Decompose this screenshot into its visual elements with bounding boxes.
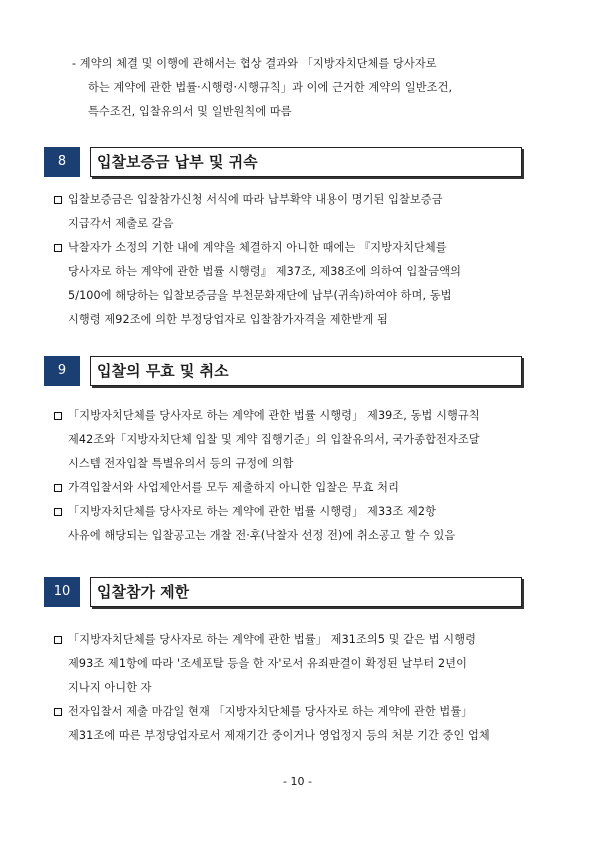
section-9-item-3-line-1: 「지방자치단체를 당사자로 하는 계약에 관한 법률 시행령」 제33조 제2항 — [68, 505, 436, 518]
section-8-item-2-line-3: 5/100에 해당하는 입찰보증금을 부천문화재단에 납부(귀속)하여야 하며, 동법 — [68, 289, 452, 302]
section-9-item-3-line-2: 사유에 해당되는 입찰공고는 개찰 전·후(낙찰자 선정 전)에 취소공고 할 수 있음 — [68, 529, 456, 542]
section-title-box — [90, 577, 522, 607]
checkbox-bullet-icon — [54, 244, 62, 252]
checkbox-bullet-icon — [54, 708, 62, 716]
section-8-item-2-line-2: 당사자로 하는 계약에 관한 법률 시행령』 제37조, 제38조에 의하여 입찰금액의 — [68, 265, 462, 278]
checkbox-bullet-icon — [54, 636, 62, 644]
intro-line-3: 특수조건, 입찰유의서 및 일반원칙에 따름 — [88, 105, 292, 118]
checkbox-bullet-icon — [54, 484, 62, 492]
page-number: - 10 - — [283, 775, 312, 788]
section-title: 입찰보증금 납부 및 귀속 — [97, 153, 258, 171]
checkbox-bullet-icon — [54, 196, 62, 204]
section-8-item-1-line-2: 지급각서 제출로 갈음 — [68, 217, 174, 230]
section-number-badge: 8 — [44, 147, 80, 177]
section-9-item-1-line-3: 시스템 전자입찰 특별유의서 등의 규정에 의함 — [68, 457, 294, 470]
checkbox-bullet-icon — [54, 412, 62, 420]
section-number-badge: 9 — [44, 356, 80, 386]
section-10-item-1-line-3: 지나지 아니한 자 — [68, 681, 152, 694]
section-8-item-1-line-1: 입찰보증금은 입찰참가신청 서식에 따라 납부확약 내용이 명기된 입찰보증금 — [68, 193, 443, 206]
section-10-item-2-line-2: 제31조에 따른 부정당업자로서 제재기간 중이거나 영업정지 등의 처분 기간 중인 업체 — [68, 729, 490, 742]
section-title: 입찰의 무효 및 취소 — [97, 362, 229, 380]
section-title-box — [90, 147, 522, 177]
intro-line-1: - 계약의 체결 및 이행에 관해서는 협상 결과와 「지방자치단체를 당사자로 — [72, 57, 437, 70]
section-10-item-1-line-1: 「지방자치단체를 당사자로 하는 계약에 관한 법률」 제31조의5 및 같은 법 시행령 — [68, 633, 477, 646]
intro-line-2: 하는 계약에 관한 법률·시행령·시행규칙」과 이에 근거한 계약의 일반조건, — [88, 81, 453, 94]
section-title-box — [90, 356, 522, 386]
checkbox-bullet-icon — [54, 508, 62, 516]
section-title: 입찰참가 제한 — [97, 583, 190, 601]
section-8-item-2-line-4: 시행령 제92조에 의한 부정당업자로 입찰참가자격을 제한받게 됨 — [68, 313, 388, 326]
section-9-item-1-line-1: 「지방자치단체를 당사자로 하는 계약에 관한 법률 시행령」 제39조, 동법 시행규칙 — [68, 409, 480, 422]
section-number-badge: 10 — [44, 577, 80, 607]
section-8-item-2-line-1: 낙찰자가 소정의 기한 내에 계약을 체결하지 아니한 때에는 『지방자치단체를 — [68, 241, 447, 254]
section-9-item-1-line-2: 제42조와「지방자치단체 입찰 및 계약 집행기준」의 입찰유의서, 국가종합전자조달 — [68, 433, 480, 446]
section-9-item-2-line-1: 가격입찰서와 사업제안서를 모두 제출하지 아니한 입찰은 무효 처리 — [68, 481, 399, 494]
section-10-item-2-line-1: 전자입찰서 제출 마감일 현재 「지방자치단체를 당사자로 하는 계약에 관한 법률」 — [68, 705, 473, 718]
section-10-item-1-line-2: 제93조 제1항에 따라 '조세포탈 등을 한 자'로서 유죄판결이 확정된 날부터 2년이 — [68, 657, 467, 670]
